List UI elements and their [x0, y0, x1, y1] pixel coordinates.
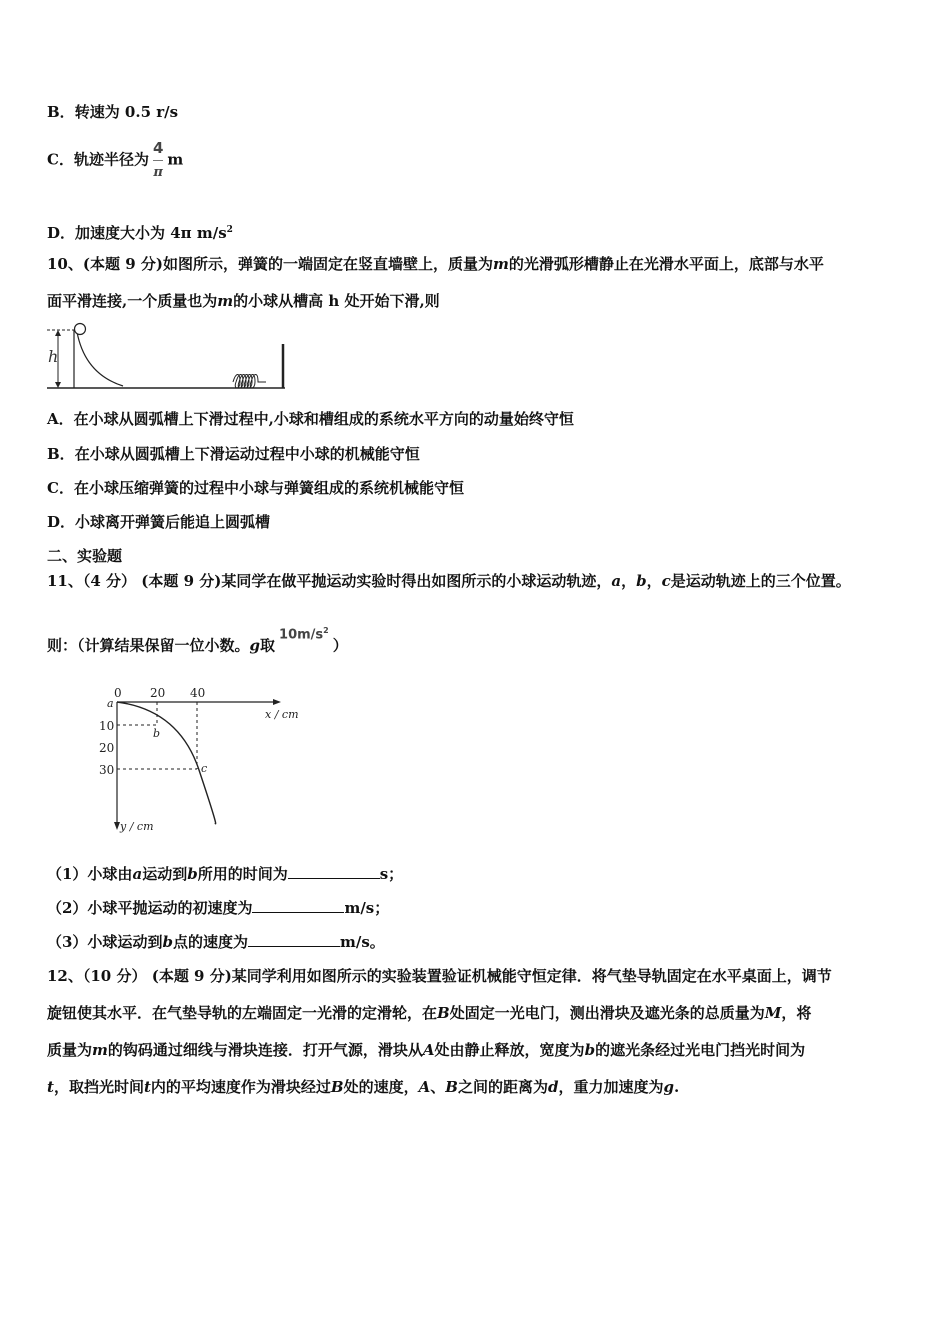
q12-stem-line3: 质量为m的钩码通过细线与滑块连接．打开气源，滑块从A处由静止释放，宽度为b的遮光条经过光电门挡光时间为	[47, 1041, 806, 1059]
q11-subquestion-2: （2）小球平抛运动的初速度为 m/s；	[47, 899, 390, 917]
q11-subquestion-1: （1）小球由a运动到b所用的时间为 s；	[47, 865, 404, 883]
q10-stem-line1: 10、(本题 9 分)如图所示，弹簧的一端固定在竖直墙壁上，质量为m的光滑弧形槽静止在光滑水平面上，底部与水平	[47, 255, 824, 273]
q10-option-a: A．在小球从圆弧槽上下滑过程中,小球和槽组成的系统水平方向的动量始终守恒	[47, 410, 574, 428]
x-axis-label: x / cm	[265, 708, 299, 721]
q9-option-c: C．轨迹半径为 $\frac{4}{\pi}$ m	[47, 138, 183, 183]
y-tick-20: 20	[99, 741, 115, 755]
q10-option-c: C．在小球压缩弹簧的过程中小球与弹簧组成的系统机械能守恒	[47, 479, 464, 497]
q10-option-d: D．小球离开弹簧后能追上圆弧槽	[47, 513, 271, 531]
y-tick-30: 30	[99, 763, 115, 777]
q12-stem-line4: t，取挡光时间t内的平均速度作为滑块经过B处的速度，A、B之间的距离为d，重力加速度为g.	[47, 1078, 680, 1096]
x-tick-40: 40	[190, 686, 206, 700]
q11-trajectory-figure	[95, 680, 315, 838]
groove-arc	[77, 332, 123, 386]
section-title-experiment: 二、实验题	[47, 547, 123, 565]
point-c-label: c	[201, 762, 208, 775]
q10-figure-slope-spring	[45, 322, 290, 390]
point-a-label: a	[107, 697, 114, 710]
answer-blank-1[interactable]	[288, 864, 380, 879]
g-value: $10m/s^2$	[279, 626, 329, 643]
q11-stem-line1: 11、（4 分） (本题 9 分)某同学在做平抛运动实验时得出如图所示的小球运动轨迹，a，b，c是运动轨迹上的三个位置。	[47, 572, 851, 590]
height-arrow-up	[55, 330, 61, 336]
q9-option-b: B．转速为 0.5 r/s	[47, 103, 179, 121]
x-tick-0: 0	[114, 686, 122, 700]
answer-blank-2[interactable]	[252, 898, 344, 913]
q11-subquestion-3: （3）小球运动到b点的速度为 m/s。	[47, 933, 385, 951]
q12-stem-line2: 旋钮使其水平．在气垫导轨的左端固定一光滑的定滑轮，在B处固定一光电门，测出滑块及遮光条的总质量为M，将	[47, 1004, 812, 1022]
height-label: h	[48, 347, 59, 366]
q9-option-d: D．加速度大小为 4π $m/s^2$	[47, 224, 233, 242]
q12-stem-line1: 12、（10 分） (本题 9 分)某同学利用如图所示的实验装置验证机械能守恒定律．将气垫导轨固定在水平桌面上，调节	[47, 967, 832, 985]
q11-stem-line2: 则：（计算结果保留一位小数。g取$10m/s^2$）	[47, 633, 348, 657]
height-arrow-down	[55, 382, 61, 388]
q10-stem-line2: 面平滑连接,一个质量也为m的小球从槽高 h 处开始下滑,则	[47, 292, 440, 310]
spring	[233, 375, 266, 389]
radius-fraction: $\frac{4}{\pi}$	[152, 139, 164, 180]
y-axis-label: y / cm	[120, 820, 154, 833]
q10-option-b: B．在小球从圆弧槽上下滑运动过程中小球的机械能守恒	[47, 445, 420, 463]
answer-blank-3[interactable]	[248, 932, 340, 947]
y-tick-10: 10	[99, 719, 115, 733]
small-ball	[75, 324, 86, 335]
x-axis-arrow	[273, 699, 281, 705]
point-b-label: b	[153, 727, 161, 740]
x-tick-20: 20	[150, 686, 166, 700]
